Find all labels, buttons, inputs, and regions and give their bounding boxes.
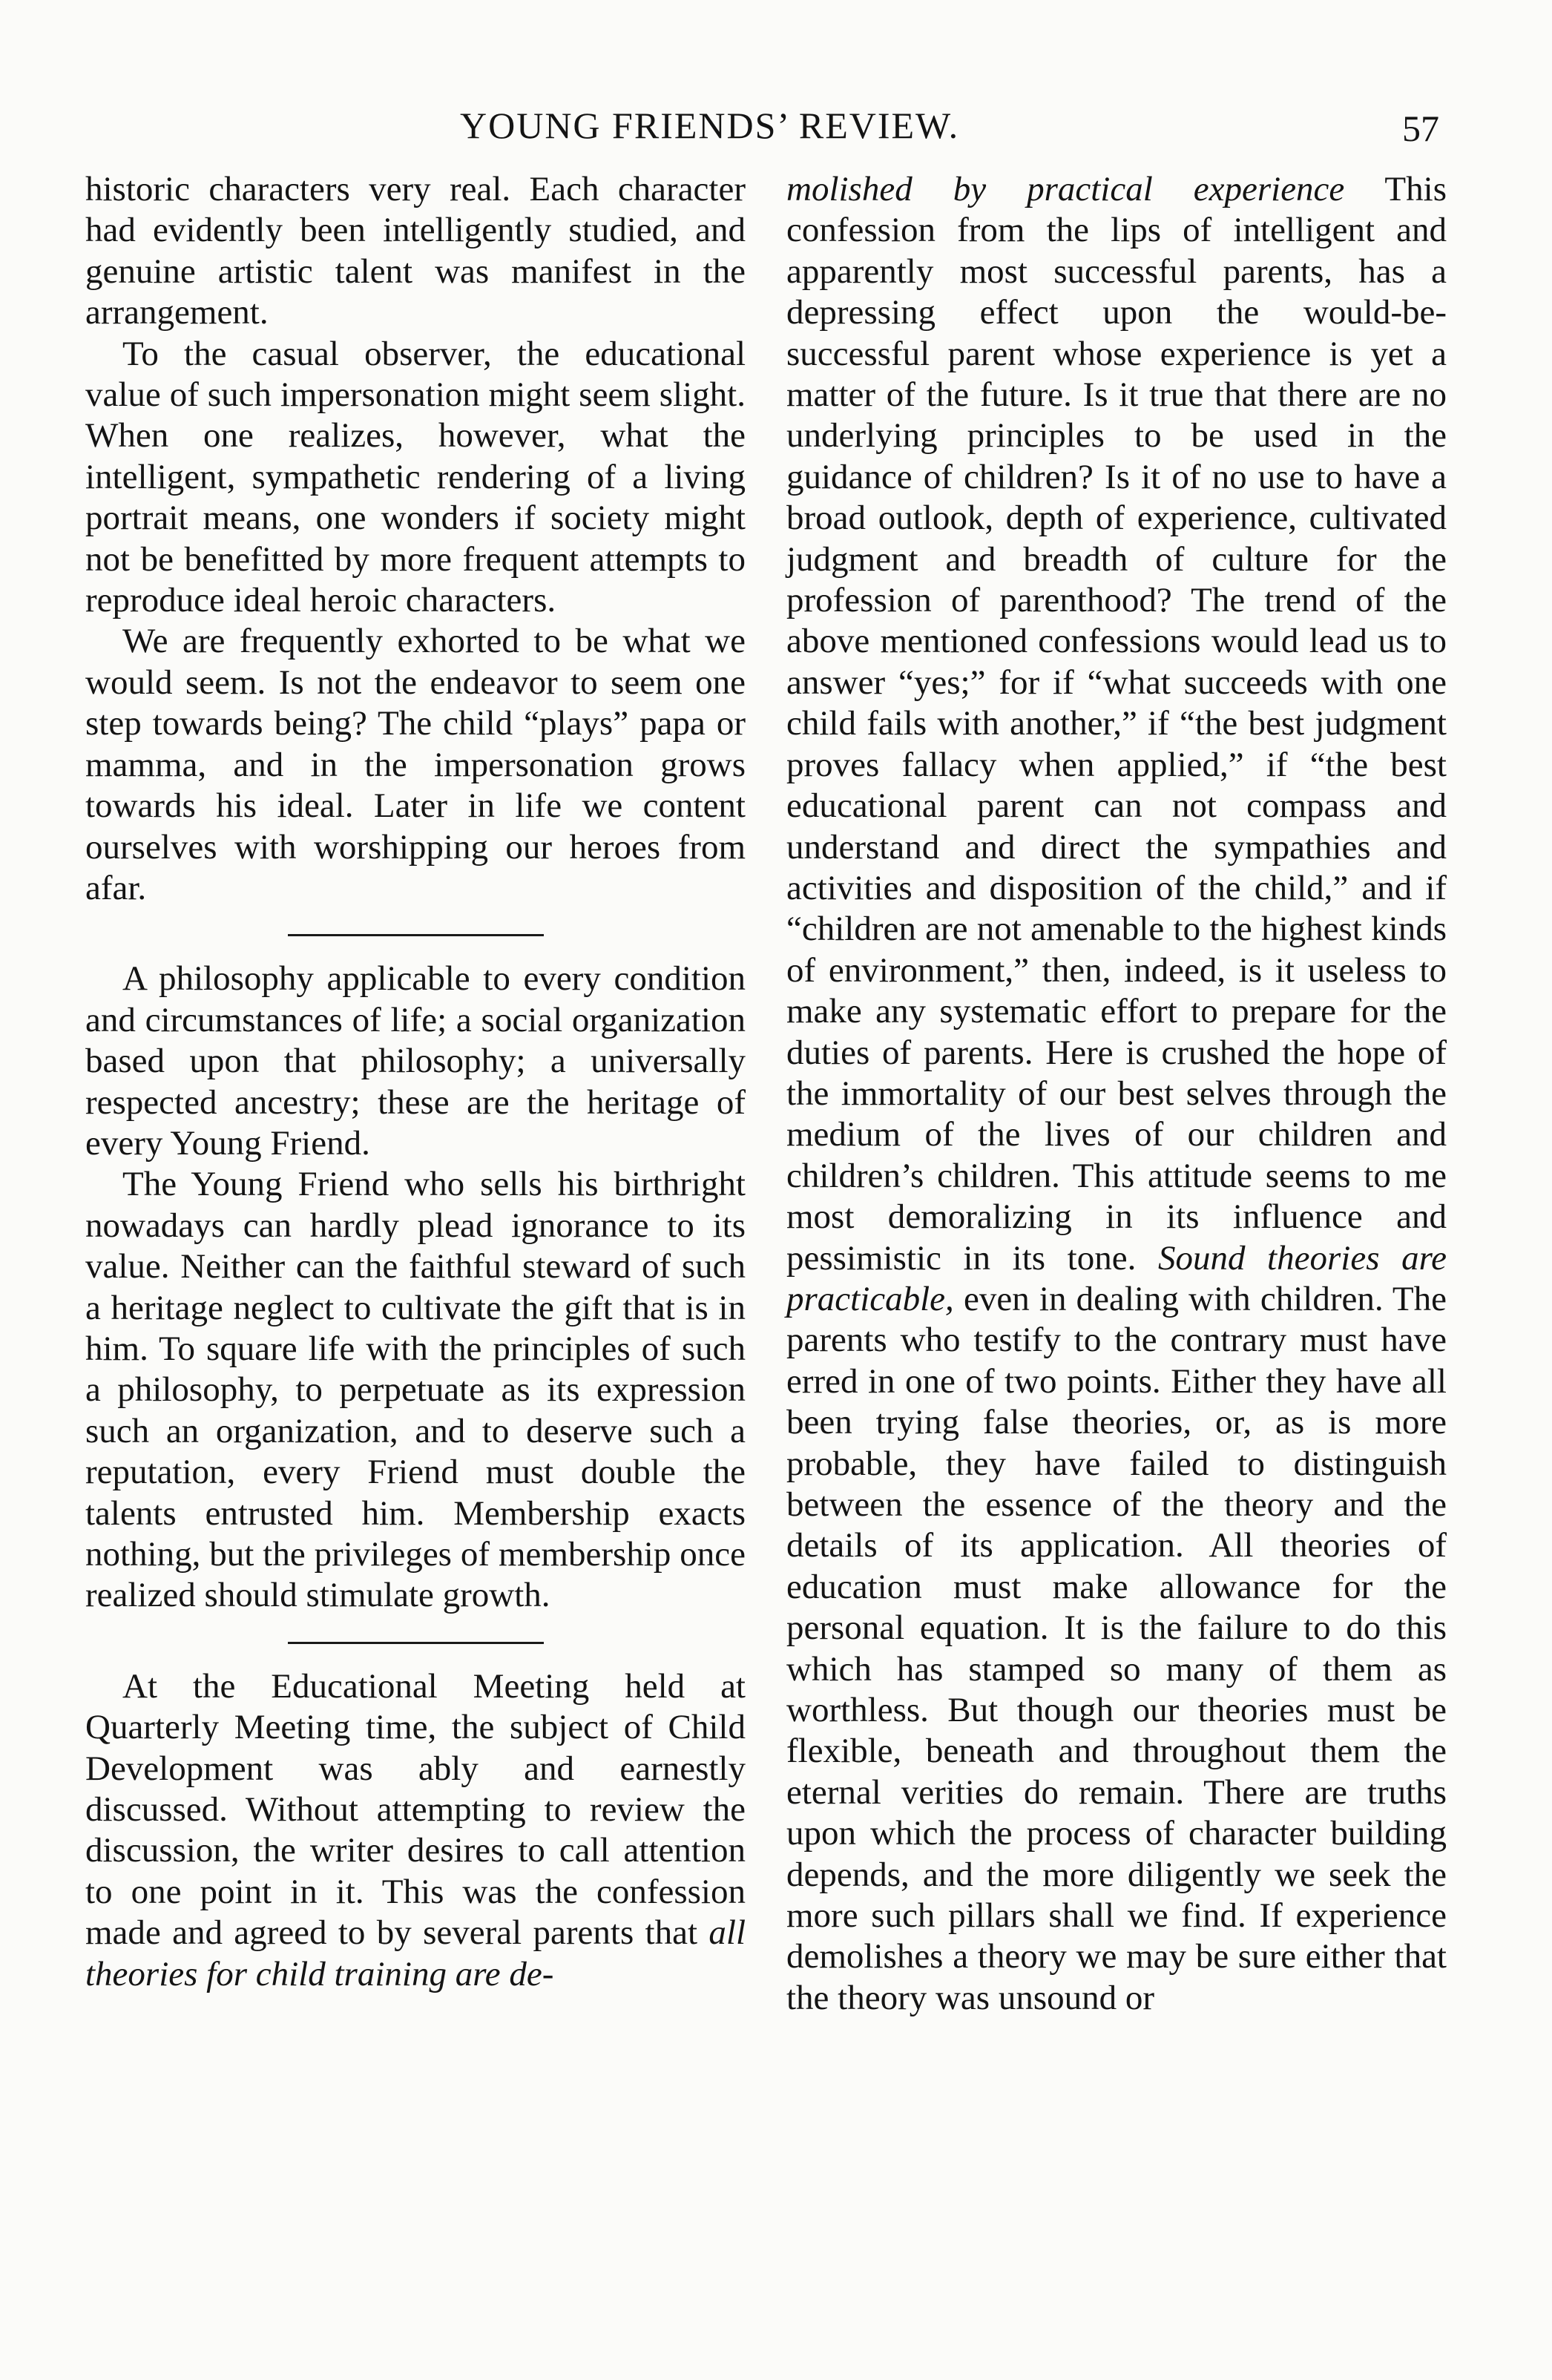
paragraph-educational-value: To the casual observer, the educational value of such impersonation might seem slight. When one realizes, however, what the intelligent, sympathetic rendering of a living portrait means, one wonders if society might not be benefitted by more frequent attempts to reproduce ideal heroic characters. — [85, 334, 746, 620]
paragraph-exhorted: We are frequently exhorted to be what we would seem. Is not the endeavor to seem one step towards being? The child “plays” papa or mamma, and in the impersonation grows towards his ideal. Later in life we content ourselves with worshipping our heroes from afar. — [85, 622, 746, 907]
section-divider — [288, 1642, 544, 1644]
paragraph-educational-meeting-text: At the Educational Meeting held at Quarterly Meeting time, the subject of Child Development was ably and earnestly discussed. Without attempting to review the discussion, the writer desires to call attention to one point in it. This was the confession made and agreed to by several parents that — [85, 1666, 746, 1953]
paragraph-birthright: The Young Friend who sells his birthright nowadays can hardly plead ignorance to its value. Neither can the faithful steward of such a heritage neglect to cultivate the gift that is in him. To square life with the principles of such a philosophy, to perpetuate as its expression such an organization, and to deserve such a reputation, every Friend must double the talents entrusted him. Membership exacts nothing, but the privileges of membership once realized should stimulate growth. — [85, 1165, 746, 1615]
paragraph-historic-characters: historic characters very real. Each character had evidently been intelligently studied, and genuine artistic talent was manifest in the arrangement. — [85, 170, 746, 332]
paragraph-philosophy: A philosophy applicable to every condition and circumstances of life; a social organization based upon that philosophy; a universally respected ancestry; these are the heritage of every Young Friend. — [85, 959, 746, 1163]
section-divider — [288, 934, 544, 936]
paragraph-confession — [786, 169, 1447, 2019]
left-column — [85, 169, 746, 1995]
running-title: YOUNG FRIENDS’ REVIEW. — [460, 105, 960, 146]
paragraph-educational-meeting — [85, 1666, 746, 1995]
right-column — [786, 169, 1447, 2019]
page-header — [0, 104, 1552, 163]
italic-theories-phrase: all theories for child training are de- — [85, 1913, 746, 1993]
italic-sound-theories-phrase: Sound theories are practicable, — [786, 1238, 1447, 1318]
page-number: 57 — [1402, 108, 1439, 149]
paragraph-confession-continued: even in dealing with children. The parents who testify to the contrary must have erred in one of two points. Either they have all been trying false theories, or, as is more probable, they have failed to distinguish between the essence of the theory and the details of its application. All theories of education must make allowance for the personal equation. It is the failure to do this which has stamped so many of them as worthless. But though our theories must be flexible, beneath and throughout them the eternal verities do remain. There are truths upon which the process of character building depends, and the more diligently we seek the more such pillars shall we find. If experience demolishes a theory we may be sure either that the theory was unsound or — [786, 1279, 1447, 2017]
italic-molished-phrase: molished by practical experience — [786, 170, 1345, 208]
paragraph-confession-text: This confession from the lips of intelligent and apparently most successful parents, has a depressing effect upon the would-be-successful parent whose experience is yet a matter of the future. Is it true that there are no underlying principles to be used in the guidance of children? Is it of no use to have a broad outlook, depth of experience, cultivated judgment and breadth of culture for the profession of parenthood? The trend of the above mentioned confessions would lead us to answer “yes;” for if “what succeeds with one child fails with another,” if “the best judgment proves fallacy when applied,” if “the best educational parent can not compass and understand and direct the sympathies and activities and disposition of the child,” and if “children are not amenable to the highest kinds of environment,” then, indeed, is it useless to make any systematic effort to prepare for the duties of parents. Here is crushed the hope of the immortality of our best selves through the medium of the lives of our children and children’s children. This attitude seems to me most demoralizing in its influence and pessimistic in its tone. — [786, 170, 1447, 1278]
